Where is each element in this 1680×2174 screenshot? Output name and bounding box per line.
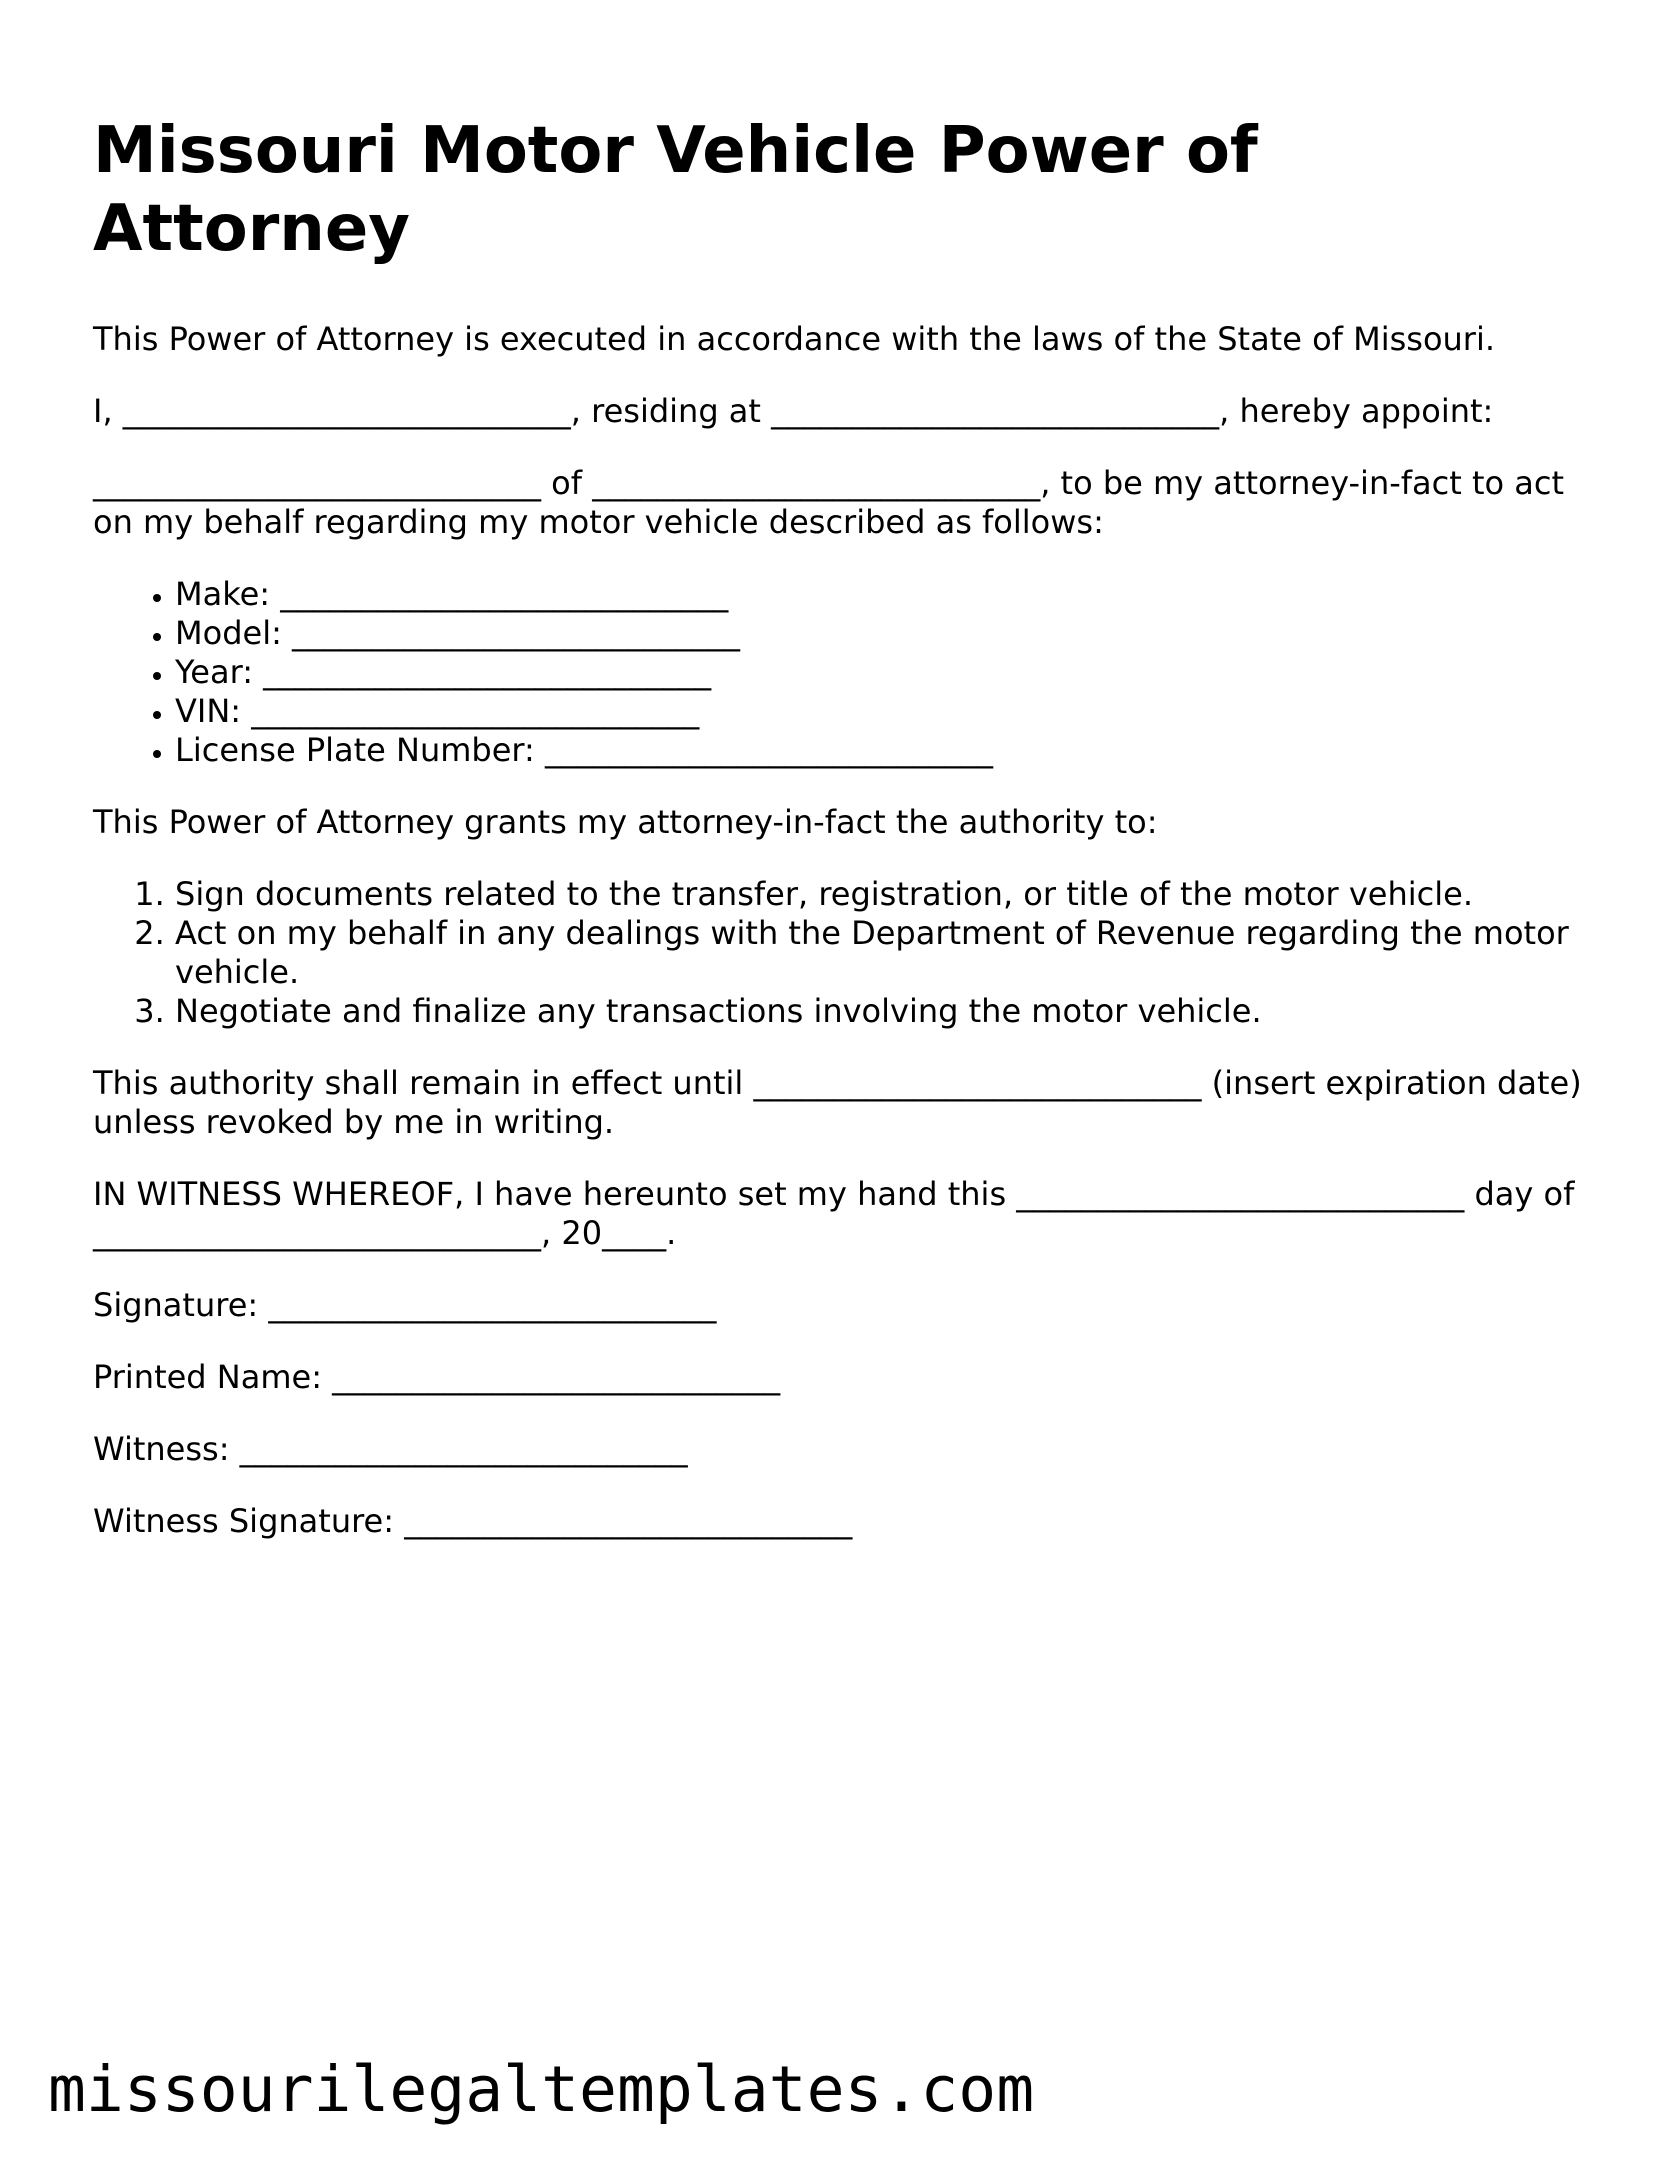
vehicle-field-year: • Year: ____________________________ (175, 653, 1613, 692)
vehicle-fields-list (93, 575, 1613, 770)
power-item-negotiate-transactions: 3. Negotiate and finalize any transactions involving the motor vehicle. (175, 992, 1613, 1031)
duration-paragraph: This authority shall remain in effect until ____________________________ (insert expiration date) unless revoked by me in writing. (93, 1064, 1582, 1141)
powers-list (93, 875, 1613, 1031)
witness-clause: IN WITNESS WHEREOF, I have hereunto set my hand this ____________________________ day of ____________________________, 20____. (93, 1175, 1575, 1252)
power-item-sign-documents: 1. Sign documents related to the transfer, registration, or title of the motor vehicle. (175, 875, 1613, 914)
witness-signature-line: Witness Signature: ____________________________ (93, 1502, 853, 1540)
attorney-line: ____________________________ of ____________________________, to be my attorney-in-fact to act on my behalf regarding my motor vehicle described as follows: (93, 464, 1564, 541)
document-title: Missouri Motor Vehicle Power of Attorney (93, 114, 1258, 266)
appoint-line: I, ____________________________, residing at ____________________________, hereby appoint: (93, 392, 1494, 430)
vehicle-field-make: • Make: ____________________________ (175, 575, 1613, 614)
footer-watermark: missourilegaltemplates.com (48, 2053, 1035, 2126)
signature-line: Signature: ____________________________ (93, 1286, 717, 1324)
vehicle-field-vin: • VIN: ____________________________ (175, 692, 1613, 731)
vehicle-field-license-plate: • License Plate Number: ____________________________ (175, 731, 1613, 770)
grants-intro: This Power of Attorney grants my attorney-in-fact the authority to: (93, 803, 1158, 841)
intro-paragraph: This Power of Attorney is executed in accordance with the laws of the State of Missouri. (93, 320, 1496, 358)
printed-name-line: Printed Name: ____________________________ (93, 1358, 781, 1396)
document-page (93, 112, 1613, 1574)
witness-line: Witness: ____________________________ (93, 1430, 688, 1468)
vehicle-field-model: • Model: ____________________________ (175, 614, 1613, 653)
power-item-department-dealings: 2. Act on my behalf in any dealings with the Department of Revenue regarding the motor vehicle. (175, 914, 1613, 992)
